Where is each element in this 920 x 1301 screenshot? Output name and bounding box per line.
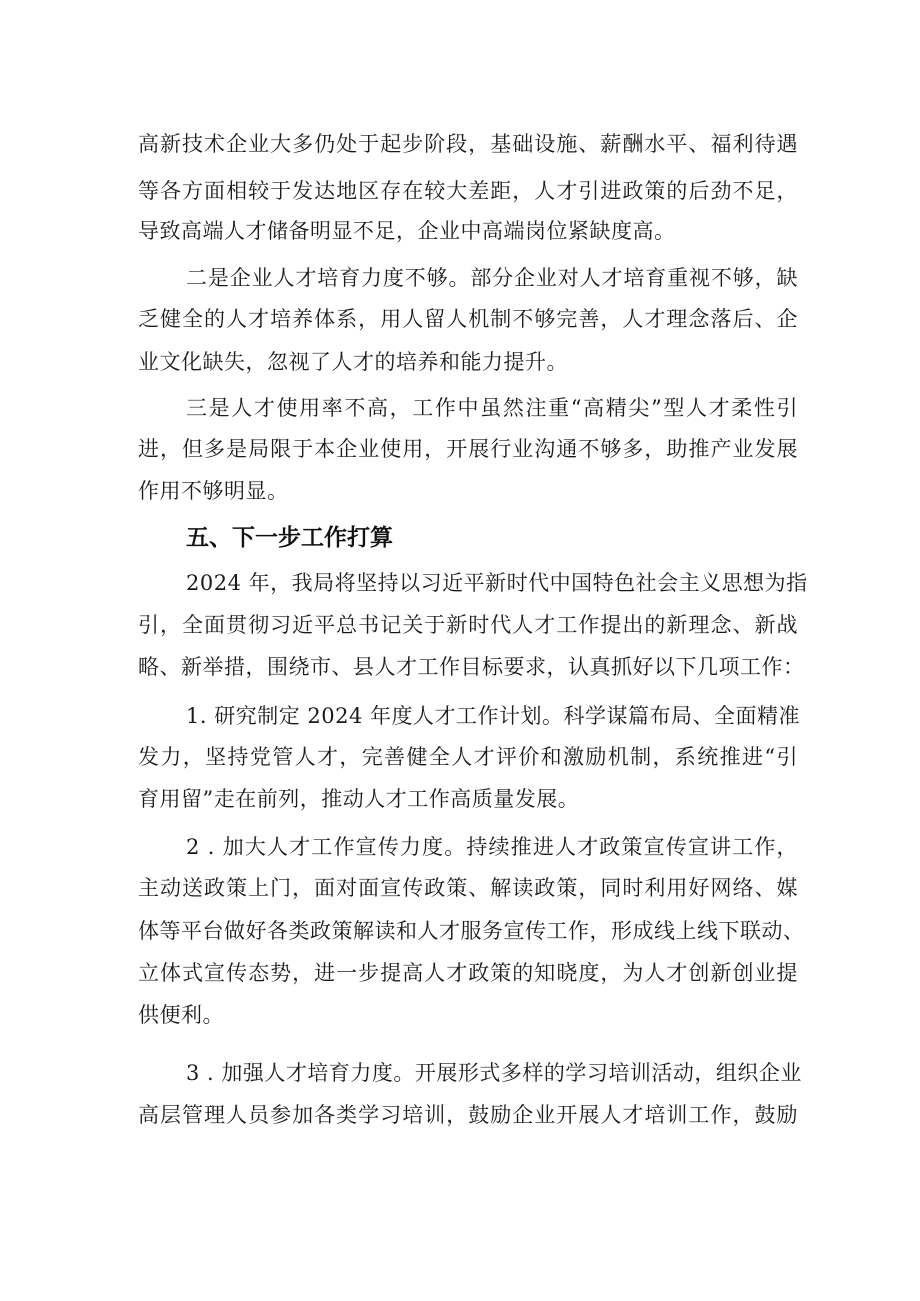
- paragraph-line: 进，但多是局限于本企业使用，开展行业沟通不够多，助推产业发展: [138, 437, 798, 461]
- list-item-line: 育用留”走在前列，推动人才工作高质量发展。: [138, 787, 580, 811]
- paragraph-line: 导致高端人才储备明显不足，企业中高端岗位紧缺度高。: [138, 219, 676, 243]
- paragraph-line: 二是企业人才培育力度不够。部分企业对人才培育重视不够，缺: [186, 266, 798, 290]
- list-item-line: 1. 研究制定 2024 年度人才工作计划。科学谋篇布局、全面精准: [186, 704, 801, 728]
- list-item-line: 高层管理人员参加各类学习培训，鼓励企业开展人才培训工作，鼓励: [138, 1103, 798, 1127]
- paragraph-line: 高新技术企业大多仍处于起步阶段，基础设施、薪酬水平、福利待遇: [138, 132, 798, 156]
- list-item-line: 发力，坚持党管人才，完善健全人才评价和激励机制，系统推进“引: [138, 745, 798, 769]
- paragraph-line: 乏健全的人才培养体系，用人留人机制不够完善，人才理念落后、企: [138, 307, 798, 331]
- section-heading: 五、下一步工作打算: [186, 525, 393, 551]
- list-item-line: 体等平台做好各类政策解读和人才服务宣传工作，形成线上线下联动、: [138, 919, 805, 943]
- paragraph-line: 业文化缺失，忽视了人才的培养和能力提升。: [138, 350, 568, 374]
- list-item-line: 主动送政策上门，面对面宣传政策、解读政策，同时利用好网络、媒: [138, 876, 798, 900]
- list-item-line: 立体式宣传态势，进一步提高人才政策的知晓度，为人才创新创业提: [138, 961, 798, 985]
- paragraph-line: 略、新举措，围绕市、县人才工作目标要求，认真抓好以下几项工作：: [138, 655, 805, 679]
- paragraph-line: 作用不够明显。: [138, 479, 289, 503]
- list-item-line: 3 . 加强人才培育力度。开展形式多样的学习培训活动，组织企业: [186, 1061, 802, 1085]
- paragraph-line: 2024 年，我局将坚持以习近平新时代中国特色社会主义思想为指: [186, 571, 808, 595]
- paragraph-line: 引，全面贯彻习近平总书记关于新时代人才工作提出的新理念、新战: [138, 613, 798, 637]
- list-item-line: 供便利。: [138, 1003, 224, 1027]
- paragraph-line: 三是人才使用率不高，工作中虽然注重“高精尖”型人才柔性引: [186, 396, 798, 420]
- paragraph-line: 等各方面相较于发达地区存在较大差距，人才引进政策的后劲不足，: [138, 179, 798, 203]
- list-item-line: 2 . 加大人才工作宣传力度。持续推进人才政策宣传宣讲工作，: [186, 835, 798, 859]
